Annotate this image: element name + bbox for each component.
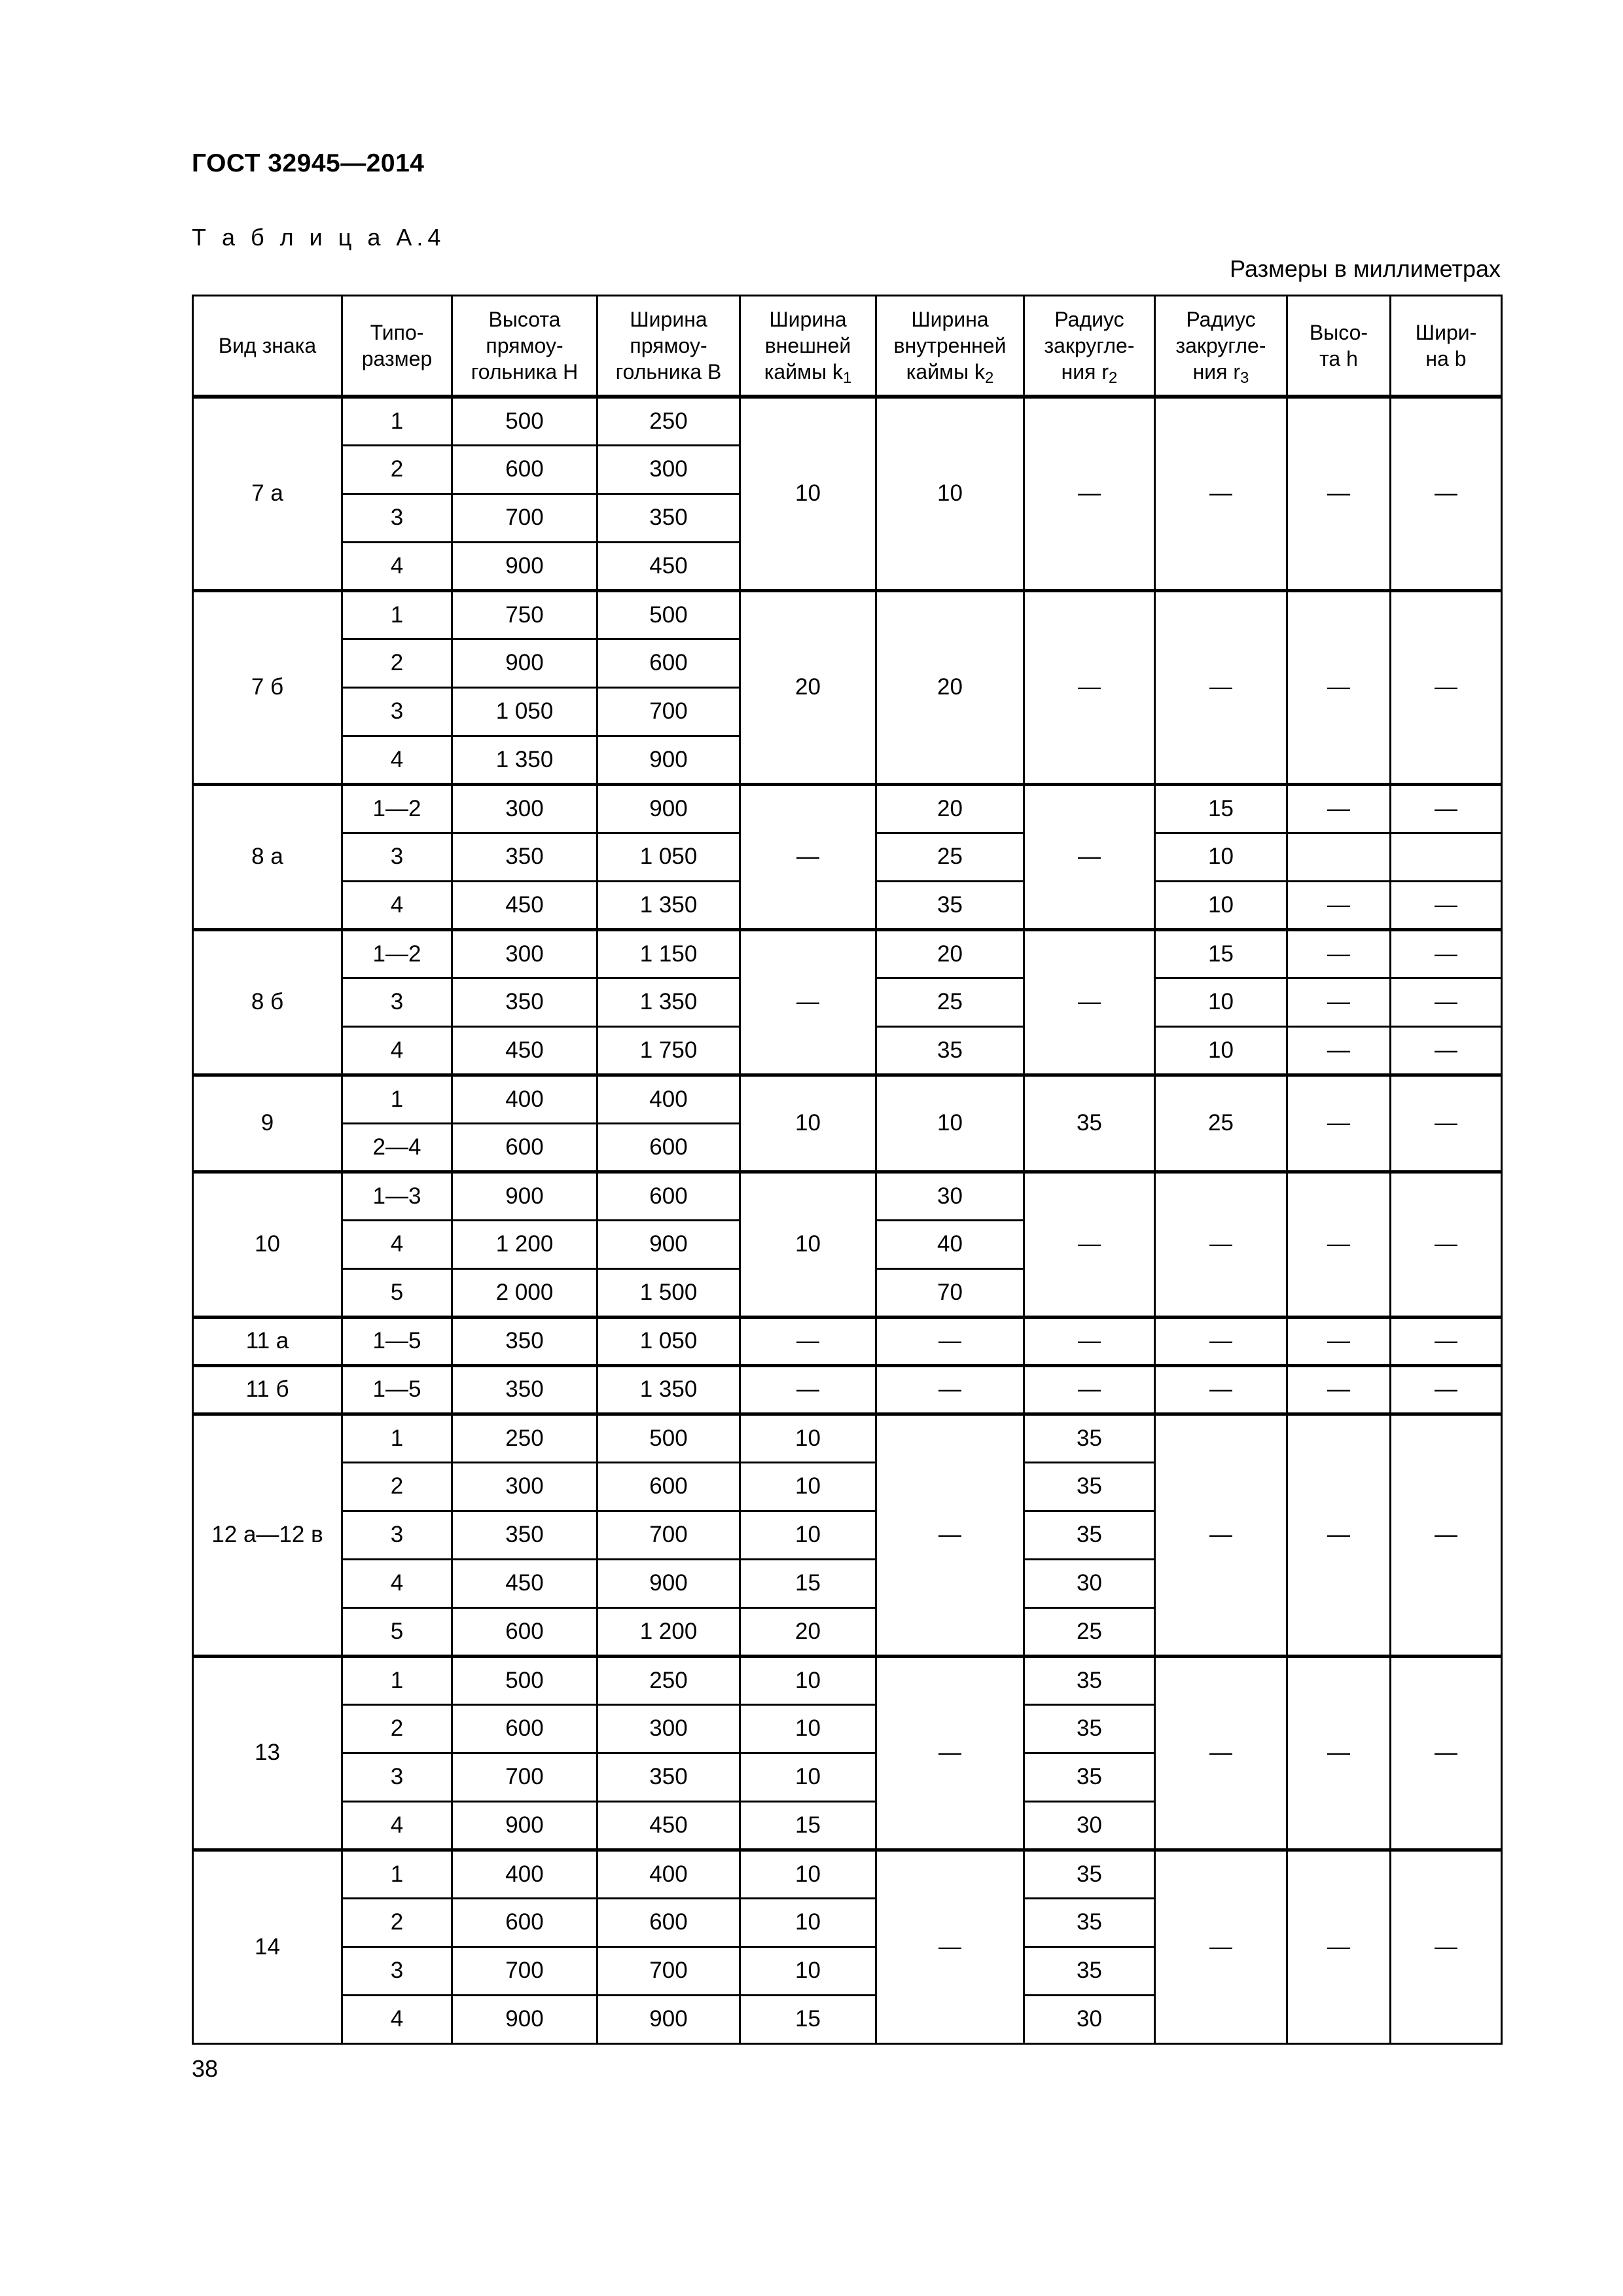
- cell-r2: —: [1024, 784, 1155, 929]
- cell-r2: 35: [1024, 1753, 1155, 1801]
- cell-size: 3: [342, 978, 452, 1026]
- cell-width-b: 400: [597, 1075, 740, 1123]
- cell-height-h: 300: [452, 784, 597, 833]
- cell-k2: 40: [876, 1220, 1024, 1268]
- cell-height-h: 700: [452, 1946, 597, 1995]
- cell-sign: 10: [193, 1172, 342, 1317]
- col-width-b-header: Ширина прямоу- гольника B: [597, 296, 740, 397]
- cell-k1: 15: [740, 1995, 876, 2043]
- cell-height-h: 1 200: [452, 1220, 597, 1268]
- cell-sign: 11 а: [193, 1317, 342, 1365]
- col-width-b-small-header: Шири- на b: [1391, 296, 1502, 397]
- cell-width-b: 600: [597, 1172, 740, 1220]
- cell-size: 4: [342, 1559, 452, 1607]
- cell-height-h: 450: [452, 1559, 597, 1607]
- cell-size: 4: [342, 542, 452, 590]
- cell-size: 5: [342, 1607, 452, 1656]
- cell-k2: —: [876, 1317, 1024, 1365]
- cell-size: 1—2: [342, 784, 452, 833]
- cell-h: —: [1287, 1317, 1391, 1365]
- cell-r3: —: [1155, 1317, 1287, 1365]
- cell-k1: 10: [740, 1753, 876, 1801]
- cell-r2: 35: [1024, 1075, 1155, 1172]
- cell-size: 2: [342, 1704, 452, 1753]
- cell-r3: —: [1155, 1414, 1287, 1656]
- cell-k1: 10: [740, 1075, 876, 1172]
- cell-size: 1: [342, 1075, 452, 1123]
- table-header-row: [193, 296, 1502, 397]
- table-row: [193, 1172, 1502, 1220]
- cell-size: 1—3: [342, 1172, 452, 1220]
- cell-k2: —: [876, 1414, 1024, 1656]
- cell-k1: 10: [740, 1946, 876, 1995]
- cell-height-h: 900: [452, 639, 597, 687]
- cell-k1: 10: [740, 1704, 876, 1753]
- cell-h: —: [1287, 1075, 1391, 1172]
- cell-r3: 10: [1155, 1026, 1287, 1075]
- table-row: [193, 1075, 1502, 1123]
- cell-height-h: 300: [452, 1462, 597, 1511]
- cell-width-b: 1 350: [597, 978, 740, 1026]
- cell-r2: 35: [1024, 1511, 1155, 1559]
- cell-h: —: [1287, 929, 1391, 978]
- cell-k2: 30: [876, 1172, 1024, 1220]
- cell-height-h: 2 000: [452, 1268, 597, 1317]
- cell-size: 1: [342, 1850, 452, 1898]
- cell-size: 1: [342, 1656, 452, 1704]
- cell-r2: —: [1024, 590, 1155, 784]
- cell-width-b: 250: [597, 397, 740, 445]
- cell-r2: —: [1024, 929, 1155, 1075]
- cell-width-b: 1 750: [597, 1026, 740, 1075]
- table-body: [193, 397, 1502, 2043]
- cell-size: 1: [342, 397, 452, 445]
- cell-r2: 30: [1024, 1801, 1155, 1850]
- cell-size: 4: [342, 1801, 452, 1850]
- col-height-h-header: Высота прямоу- гольника H: [452, 296, 597, 397]
- cell-b: —: [1391, 1656, 1502, 1850]
- cell-k2: 35: [876, 1026, 1024, 1075]
- col-height-h-small-header: Высо- та h: [1287, 296, 1391, 397]
- cell-height-h: 900: [452, 1172, 597, 1220]
- cell-b: —: [1391, 1414, 1502, 1656]
- cell-r3: —: [1155, 590, 1287, 784]
- cell-width-b: 1 050: [597, 833, 740, 881]
- cell-width-b: 600: [597, 1462, 740, 1511]
- cell-k2: —: [876, 1850, 1024, 2043]
- cell-r3: 10: [1155, 881, 1287, 929]
- cell-k1: 10: [740, 1462, 876, 1511]
- cell-sign: 12 а—12 в: [193, 1414, 342, 1656]
- cell-r2: 35: [1024, 1946, 1155, 1995]
- cell-h: —: [1287, 397, 1391, 590]
- cell-b: —: [1391, 1365, 1502, 1414]
- cell-h: —: [1287, 978, 1391, 1026]
- cell-size: 2: [342, 1898, 452, 1946]
- cell-width-b: 900: [597, 1559, 740, 1607]
- cell-height-h: 450: [452, 1026, 597, 1075]
- cell-r2: 35: [1024, 1656, 1155, 1704]
- cell-k1: 10: [740, 1850, 876, 1898]
- cell-b: —: [1391, 929, 1502, 978]
- cell-height-h: 350: [452, 1365, 597, 1414]
- cell-k1: 20: [740, 1607, 876, 1656]
- cell-h: —: [1287, 590, 1391, 784]
- cell-height-h: 900: [452, 1801, 597, 1850]
- cell-size: 4: [342, 881, 452, 929]
- cell-height-h: 600: [452, 445, 597, 493]
- cell-r2: —: [1024, 1317, 1155, 1365]
- cell-k1: —: [740, 784, 876, 929]
- dimensions-table: [192, 295, 1503, 2045]
- cell-size: 3: [342, 833, 452, 881]
- cell-h: [1287, 833, 1391, 881]
- cell-height-h: 600: [452, 1898, 597, 1946]
- cell-size: 4: [342, 1026, 452, 1075]
- cell-height-h: 600: [452, 1607, 597, 1656]
- cell-k2: 10: [876, 397, 1024, 590]
- cell-r3: —: [1155, 1172, 1287, 1317]
- cell-k2: 35: [876, 881, 1024, 929]
- cell-b: —: [1391, 1075, 1502, 1172]
- cell-width-b: 700: [597, 1946, 740, 1995]
- cell-height-h: 350: [452, 1317, 597, 1365]
- table-row: [193, 929, 1502, 978]
- col-radius-r3-header: Радиус закругле- ния $r_3$: [1155, 296, 1287, 397]
- cell-width-b: 700: [597, 1511, 740, 1559]
- cell-width-b: 900: [597, 736, 740, 784]
- cell-size: 3: [342, 687, 452, 736]
- cell-sign: 7 а: [193, 397, 342, 590]
- cell-r2: —: [1024, 397, 1155, 590]
- table-row: [193, 590, 1502, 639]
- cell-width-b: 400: [597, 1850, 740, 1898]
- cell-b: —: [1391, 1172, 1502, 1317]
- cell-sign: 9: [193, 1075, 342, 1172]
- cell-size: 1—2: [342, 929, 452, 978]
- cell-k2: 10: [876, 1075, 1024, 1172]
- col-inner-border-k2-header: Ширина внутренней каймы $k_2$: [876, 296, 1024, 397]
- cell-height-h: 1 350: [452, 736, 597, 784]
- cell-h: —: [1287, 1172, 1391, 1317]
- table-row: [193, 1850, 1502, 1898]
- cell-sign: 8 б: [193, 929, 342, 1075]
- cell-k1: —: [740, 1365, 876, 1414]
- cell-size: 3: [342, 1946, 452, 1995]
- cell-width-b: 700: [597, 687, 740, 736]
- cell-height-h: 750: [452, 590, 597, 639]
- cell-height-h: 350: [452, 833, 597, 881]
- table-row: [193, 397, 1502, 445]
- cell-h: —: [1287, 1026, 1391, 1075]
- cell-width-b: 1 500: [597, 1268, 740, 1317]
- cell-width-b: 900: [597, 1995, 740, 2043]
- cell-k1: 15: [740, 1801, 876, 1850]
- cell-h: —: [1287, 1365, 1391, 1414]
- cell-width-b: 350: [597, 1753, 740, 1801]
- cell-k1: 15: [740, 1559, 876, 1607]
- cell-k1: 10: [740, 1898, 876, 1946]
- cell-r2: 35: [1024, 1704, 1155, 1753]
- cell-height-h: 600: [452, 1123, 597, 1172]
- cell-sign: 8 а: [193, 784, 342, 929]
- cell-height-h: 350: [452, 1511, 597, 1559]
- cell-k2: 20: [876, 929, 1024, 978]
- table-row: [193, 1317, 1502, 1365]
- units-note: Размеры в миллиметрах: [1230, 255, 1501, 282]
- cell-height-h: 700: [452, 1753, 597, 1801]
- cell-r3: 10: [1155, 833, 1287, 881]
- cell-size: 2: [342, 445, 452, 493]
- col-radius-r2-header: Радиус закругле- ния $r_2$: [1024, 296, 1155, 397]
- cell-b: —: [1391, 784, 1502, 833]
- cell-width-b: 900: [597, 1220, 740, 1268]
- cell-height-h: 900: [452, 1995, 597, 2043]
- cell-b: —: [1391, 1850, 1502, 2043]
- cell-r3: —: [1155, 1656, 1287, 1850]
- cell-sign: 13: [193, 1656, 342, 1850]
- cell-k1: —: [740, 929, 876, 1075]
- cell-size: 3: [342, 1511, 452, 1559]
- cell-k2: 25: [876, 833, 1024, 881]
- cell-size: 3: [342, 493, 452, 542]
- cell-b: —: [1391, 1317, 1502, 1365]
- cell-sign: 7 б: [193, 590, 342, 784]
- cell-size: 4: [342, 1995, 452, 2043]
- cell-r3: —: [1155, 1850, 1287, 2043]
- cell-r2: 30: [1024, 1995, 1155, 2043]
- cell-height-h: 1 050: [452, 687, 597, 736]
- cell-width-b: 1 350: [597, 1365, 740, 1414]
- cell-width-b: 600: [597, 1123, 740, 1172]
- cell-h: —: [1287, 1656, 1391, 1850]
- cell-size: 4: [342, 1220, 452, 1268]
- cell-r3: —: [1155, 397, 1287, 590]
- cell-height-h: 450: [452, 881, 597, 929]
- cell-width-b: 1 200: [597, 1607, 740, 1656]
- cell-h: —: [1287, 881, 1391, 929]
- cell-h: —: [1287, 1850, 1391, 2043]
- cell-height-h: 900: [452, 542, 597, 590]
- cell-width-b: 500: [597, 1414, 740, 1462]
- cell-height-h: 500: [452, 397, 597, 445]
- cell-width-b: 600: [597, 1898, 740, 1946]
- cell-size: 1—5: [342, 1317, 452, 1365]
- table-caption: Т а б л и ц а А.4: [192, 224, 446, 251]
- cell-size: 2: [342, 1462, 452, 1511]
- table-row: [193, 1414, 1502, 1462]
- cell-b: —: [1391, 881, 1502, 929]
- cell-width-b: 900: [597, 784, 740, 833]
- col-outer-border-k1-header: Ширина внешней каймы $k_1$: [740, 296, 876, 397]
- cell-height-h: 300: [452, 929, 597, 978]
- page-number: 38: [192, 2055, 219, 2082]
- cell-b: —: [1391, 590, 1502, 784]
- cell-r2: 35: [1024, 1414, 1155, 1462]
- cell-r2: 35: [1024, 1850, 1155, 1898]
- cell-width-b: 250: [597, 1656, 740, 1704]
- cell-height-h: 700: [452, 493, 597, 542]
- cell-r2: 35: [1024, 1462, 1155, 1511]
- cell-r3: —: [1155, 1365, 1287, 1414]
- cell-k1: 10: [740, 1511, 876, 1559]
- cell-size: 4: [342, 736, 452, 784]
- cell-width-b: 350: [597, 493, 740, 542]
- col-size-header: Типо- размер: [342, 296, 452, 397]
- cell-height-h: 500: [452, 1656, 597, 1704]
- table-row: [193, 1656, 1502, 1704]
- table-row: [193, 1365, 1502, 1414]
- cell-width-b: 450: [597, 542, 740, 590]
- cell-k1: —: [740, 1317, 876, 1365]
- cell-k2: —: [876, 1365, 1024, 1414]
- cell-size: 1—5: [342, 1365, 452, 1414]
- cell-size: 2: [342, 639, 452, 687]
- col-sign-header: Вид знака: [193, 296, 342, 397]
- cell-r3: 15: [1155, 929, 1287, 978]
- cell-width-b: 600: [597, 639, 740, 687]
- cell-r3: 25: [1155, 1075, 1287, 1172]
- cell-k2: —: [876, 1656, 1024, 1850]
- cell-width-b: 300: [597, 1704, 740, 1753]
- cell-k1: 20: [740, 590, 876, 784]
- cell-r3: 15: [1155, 784, 1287, 833]
- cell-k1: 10: [740, 1414, 876, 1462]
- cell-h: —: [1287, 1414, 1391, 1656]
- cell-k1: 10: [740, 1656, 876, 1704]
- cell-r2: 30: [1024, 1559, 1155, 1607]
- cell-width-b: 1 350: [597, 881, 740, 929]
- cell-sign: 11 б: [193, 1365, 342, 1414]
- cell-k1: 10: [740, 1172, 876, 1317]
- cell-size: 2—4: [342, 1123, 452, 1172]
- cell-size: 1: [342, 590, 452, 639]
- cell-width-b: 300: [597, 445, 740, 493]
- cell-k2: 20: [876, 590, 1024, 784]
- cell-width-b: 450: [597, 1801, 740, 1850]
- cell-size: 5: [342, 1268, 452, 1317]
- cell-height-h: 250: [452, 1414, 597, 1462]
- table-row: [193, 784, 1502, 833]
- cell-width-b: 500: [597, 590, 740, 639]
- cell-height-h: 400: [452, 1075, 597, 1123]
- document-code: ГОСТ 32945—2014: [192, 149, 425, 177]
- cell-width-b: 1 050: [597, 1317, 740, 1365]
- cell-height-h: 400: [452, 1850, 597, 1898]
- cell-b: [1391, 833, 1502, 881]
- cell-r2: 25: [1024, 1607, 1155, 1656]
- cell-sign: 14: [193, 1850, 342, 2043]
- cell-r2: 35: [1024, 1898, 1155, 1946]
- cell-b: —: [1391, 978, 1502, 1026]
- cell-k1: 10: [740, 397, 876, 590]
- cell-k2: 25: [876, 978, 1024, 1026]
- cell-k2: 20: [876, 784, 1024, 833]
- cell-b: —: [1391, 397, 1502, 590]
- cell-b: —: [1391, 1026, 1502, 1075]
- cell-r3: 10: [1155, 978, 1287, 1026]
- cell-h: —: [1287, 784, 1391, 833]
- cell-k2: 70: [876, 1268, 1024, 1317]
- cell-size: 1: [342, 1414, 452, 1462]
- cell-width-b: 1 150: [597, 929, 740, 978]
- cell-size: 3: [342, 1753, 452, 1801]
- cell-height-h: 600: [452, 1704, 597, 1753]
- cell-r2: —: [1024, 1172, 1155, 1317]
- cell-r2: —: [1024, 1365, 1155, 1414]
- cell-height-h: 350: [452, 978, 597, 1026]
